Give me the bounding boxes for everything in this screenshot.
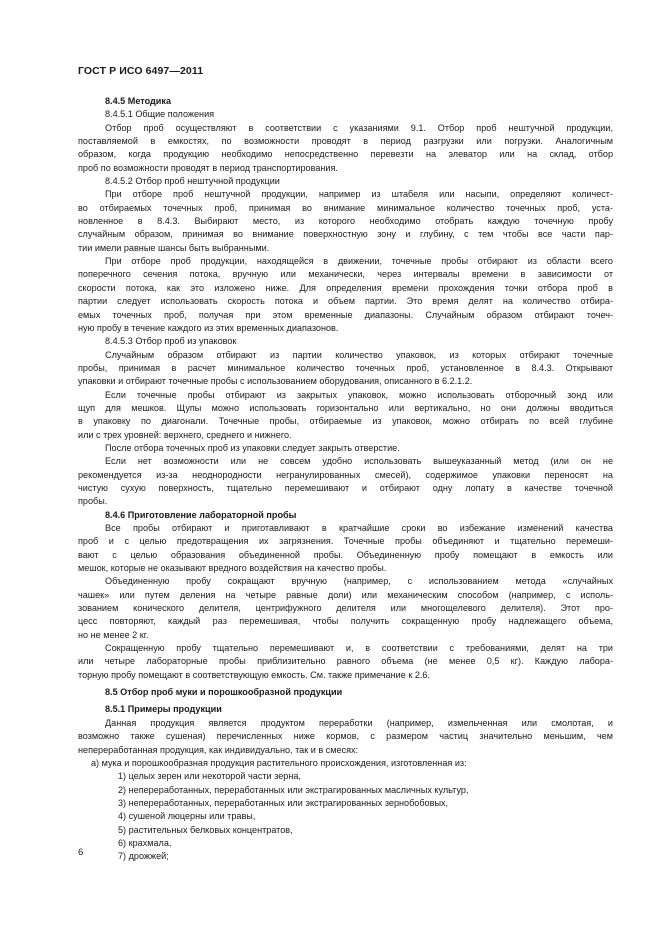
text-line: возможно также сушеная) перечисленных ниже кормов, с размером частиц значительно меньшим, чем	[78, 731, 613, 742]
text-line: Данная продукция является продуктом переработки (например, измельченная или смолотая, и	[105, 717, 613, 728]
text-line: емых точечных проб, получая при этом временные диапазоны. Случайным образом отбирают точеч-	[78, 309, 613, 320]
text-line: Случайным образом отбирают из партии количество упаковок, из которых отбирают точечные	[105, 349, 613, 360]
text-line: 8.4.5.2 Отбор проб нештучной продукции	[105, 176, 280, 187]
text-line: случайным образом, принимая во внимание поверхностную зону и глубину, с тем чтобы все части пар-	[78, 229, 613, 240]
text-line: ную пробу в течение каждого из этих временных диапазонов.	[78, 322, 339, 333]
text-line: во отбираемых точечных проб, принимая во внимание минимальное количество точечных проб, уста-	[78, 202, 613, 213]
document-body	[78, 95, 613, 864]
text-line: 7) дрожжей;	[118, 851, 169, 862]
text-line: непереработанная продукция, как индивидуально, так и в смесях:	[78, 744, 359, 755]
text-line: тии имели равные шансы быть выбранными.	[78, 242, 270, 253]
page-number: 6	[78, 847, 84, 858]
text-line: Отбор проб осуществляют в соответствии с указаниями 9.1. Отбор проб нештучной продукции,	[105, 122, 613, 133]
text-line: вают с целью образования объединенной пробы. Объединенную пробу помещают в емкость или	[78, 549, 613, 560]
text-line: Если точечные пробы отбирают из закрытых упаковок, можно использовать отборочный зонд или	[105, 389, 613, 400]
text-line: щуп для мешков. Щупы можно использовать горизонтально или вертикально, но они должны вводиться	[78, 402, 613, 413]
text-line: 8.5 Отбор проб муки и порошкообразной продукции	[105, 687, 343, 698]
text-line: При отборе проб нештучной продукции, например из штабеля или насыпи, определяют количест-	[105, 189, 613, 200]
text-line: При отборе проб продукции, находящейся в движении, точечные пробы отбирают из области всего	[105, 256, 613, 267]
running-header: ГОСТ Р ИСО 6497—2011	[78, 65, 204, 77]
text-line: пробы.	[78, 496, 108, 507]
text-line: Все пробы отбирают и приготавливают в кратчайшие сроки во избежание изменений качества	[105, 523, 613, 533]
text-line: 3) непереработанных, переработанных или экстрагированных зернобобовых,	[118, 797, 449, 808]
text-line: поперечного сечения потока, вручную или механически, через интервалы времени в зависимости от	[78, 269, 613, 280]
text-line: упаковки и отбирают точечные пробы с использованием оборудования, описанного в 6.2.1.2.	[78, 376, 473, 387]
text-line: 8.4.5 Методика	[105, 96, 172, 106]
text-line: Объединенную пробу сокращают вручную (например, с использованием метода «случайных	[105, 576, 613, 587]
text-line: Сокращенную пробу тщательно перемешивают и, в соответствии с требованиями, делят на три	[105, 643, 613, 654]
text-line: мешок, которые не оказывают вредного воздействия на качество пробы.	[78, 563, 387, 574]
text-line: 6) крахмала,	[118, 837, 172, 848]
text-line: торную пробу помещают в соответствующую емкость. См. также примечание к 2.6.	[78, 669, 430, 680]
text-line: 8.4.6 Приготовление лабораторной пробы	[105, 509, 297, 520]
text-line: 2) непереработанных, переработанных или экстрагированных масличных культур,	[118, 784, 469, 795]
text-line: 5) растительных белковых концентратов,	[118, 824, 293, 835]
text-line: зованием конического делителя, центрифужного делителя или многощелевого делителя). Этот про-	[78, 603, 613, 614]
text-line: но не менее 2 кг.	[78, 629, 149, 640]
text-line: После отбора точечных проб из упаковки следует закрыть отверстие.	[105, 442, 400, 453]
text-line: цесс повторяют, каждый раз перемешивая, чтобы получить сокращенную пробу надлежащего объема,	[78, 616, 613, 627]
text-line: в упаковку по диагонали. Точечные пробы, отбираемые из упаковок, можно отбирать по всей глубине	[78, 416, 613, 427]
text-line: Если нет возможности или не совсем удобно использовать вышеуказанный метод (или он не	[105, 456, 613, 467]
text-line: 1) целых зерен или некоторой части зерна,	[118, 771, 301, 782]
text-line: 8.4.5.3 Отбор проб из упаковок	[105, 336, 237, 347]
text-line: проб по возможности проводят в период транспортирования.	[78, 162, 338, 173]
text-line: 4) сушеной люцерны или травы,	[118, 811, 256, 822]
text-line: партии следует использовать скорость потока и объем партии. Это время делят на количество отбира-	[78, 296, 613, 307]
text-line: рекомендуется из-за неоднородности негранулированных смесей), содержимое упаковки переносят на	[78, 469, 613, 480]
text-line: или с трех уровней: верхнего, среднего и нижнего.	[78, 429, 292, 440]
text-line: проб и с целью предотвращения их загрязнения. Точечные пробы объединяют и тщательно перемеши-	[78, 536, 613, 547]
text-line: чистую сухую поверхность, тщательно перемешивают и отбирают одну лопату в качестве точечной	[78, 482, 613, 493]
text-line: пробы, принимая в расчет минимальное количество точечных проб, установленное в 8.4.3. Открывают	[78, 362, 613, 373]
text-line: 8.4.5.1 Общие положения	[105, 109, 215, 120]
text-line: поставляемой в емкостях, по возможности проводят в период разгрузки или погрузки. Аналогичным	[78, 136, 613, 147]
text-line: образом, когда продукцию необходимо непосредственно перевезти на элеватор или на склад, отбор	[78, 149, 613, 160]
text-line: или четыре лабораторные пробы приблизительно равного объема (не менее 0,5 кг). Каждую лабора-	[78, 656, 613, 667]
text-line: скорости потока, как это изложено ниже. Для определения времени прохождения точки отбора проб в	[78, 282, 613, 293]
text-line: новленное в 8.4.3. Выбирают место, из которого необходимо отобрать каждую точечную пробу	[78, 216, 613, 227]
text-line: а) мука и порошкообразная продукция растительного происхождения, изготовленная из:	[91, 757, 467, 768]
text-line: чашек» или путем деления на четыре равные доли) или механическим способом (например, с исполь-	[78, 589, 613, 600]
text-line: 8.5.1 Примеры продукции	[105, 704, 222, 715]
